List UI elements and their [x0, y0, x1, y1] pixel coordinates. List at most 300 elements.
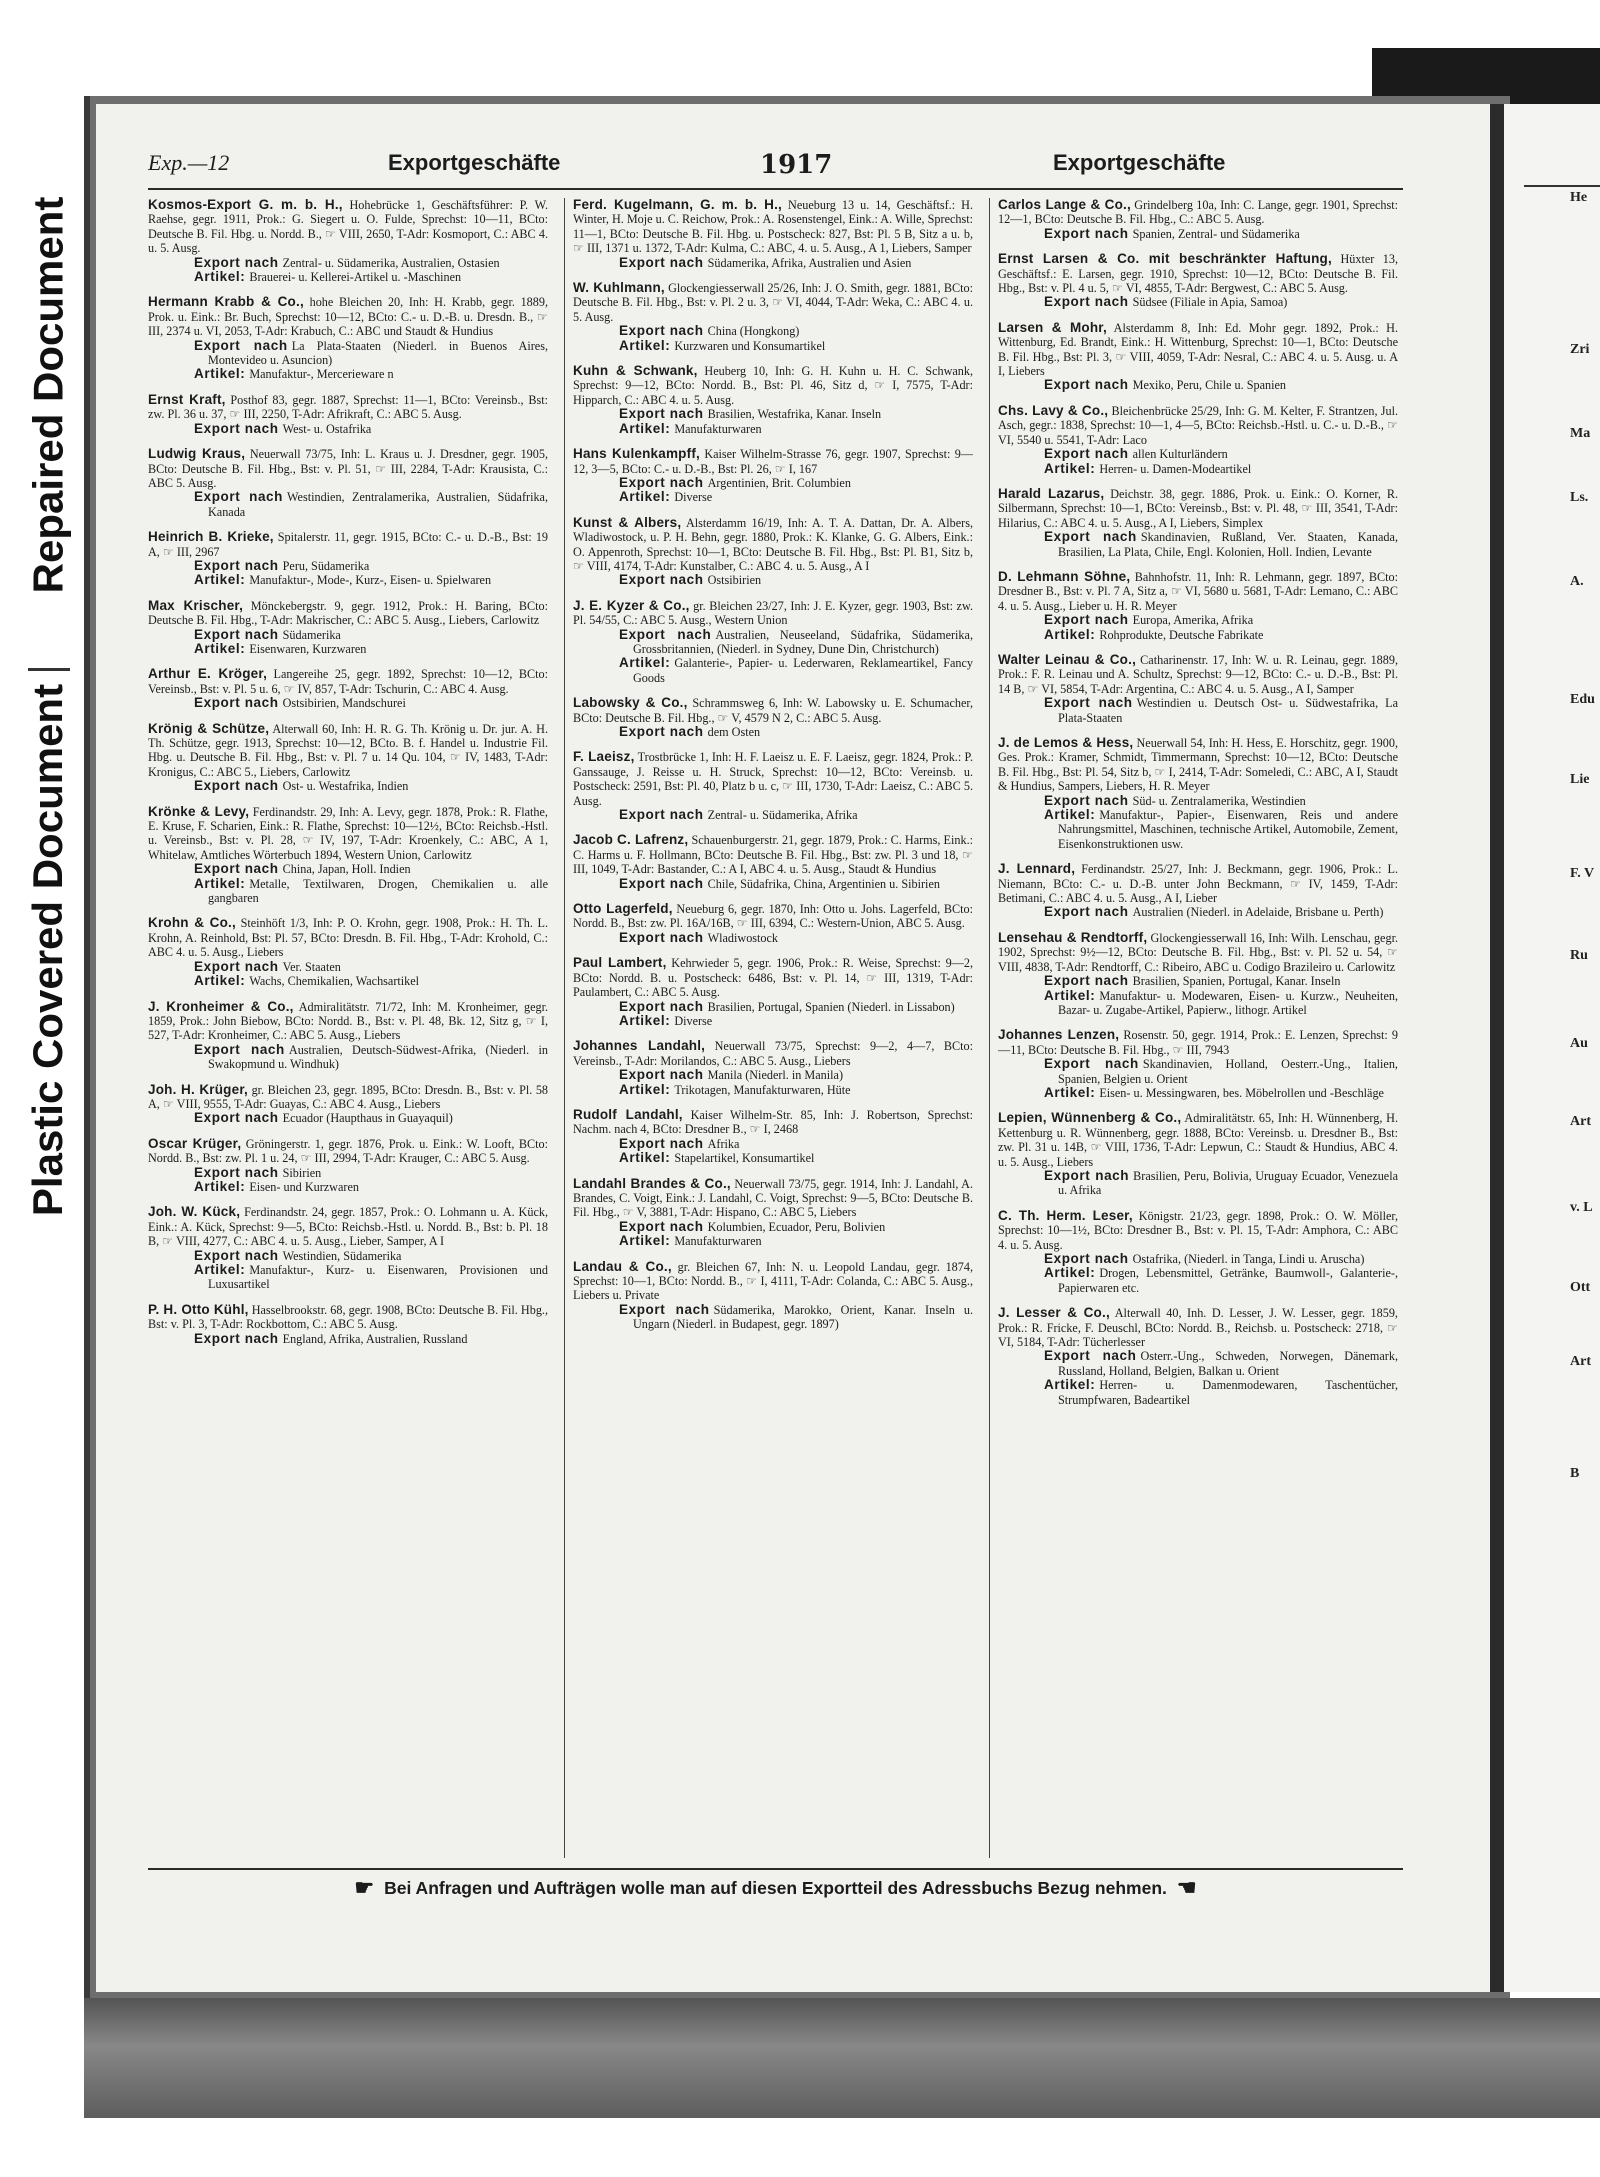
export-line [573, 324, 973, 338]
export-label: Export nach [1044, 446, 1129, 462]
directory-entry [573, 364, 973, 436]
firm-details: Langereihe 25, gegr. 1892, Sprechst: 10—12, BCto: Vereinsb., Bst: v. Pl. 5 u. 6, ☞ IV, 857, T-Adr: Tschurin, C.: ABC 4. Ausg. [148, 667, 548, 696]
export-line [148, 1249, 548, 1263]
firm-name: J. Lesser & Co., [998, 1305, 1110, 1321]
artikel-label: Artikel: [619, 337, 671, 353]
footer-notice [148, 1874, 1403, 1902]
firm-details: Glockengiesserwall 25/26, Inh: J. O. Smith, gegr. 1881, BCto: Deutsche B. Fil. Hbg., Bst: v. Pl. 2 u. 3, ☞ VI, 4044, T-Adr: Weka, C.: ABC 4. u. 5. Ausg. [573, 281, 973, 324]
export-label: Export nach [619, 998, 704, 1014]
document-page [96, 104, 1504, 1992]
artikel-label: Artikel: [1044, 626, 1096, 642]
firm-name: Chs. Lavy & Co., [998, 402, 1109, 418]
firm-details: Kehrwieder 5, gegr. 1906, Prok.: R. Weise, Sprechst: 9—2, BCto: Nordd. B. u. Postscheck: 6486, Bst: v. Pl. 14, ☞ III, 1319, T-Adr: Paulambert, C.: ABC 5. Ausg. [573, 956, 973, 1000]
export-line [998, 696, 1398, 725]
firm-name: D. Lehmann Söhne, [998, 568, 1131, 584]
export-label: Export nach [619, 474, 704, 490]
header-rule [148, 188, 1403, 190]
artikel-label: Artikel: [194, 875, 246, 891]
firm-name: Rudolf Landahl, [573, 1106, 683, 1122]
facing-page-text: Ru [1570, 948, 1588, 963]
export-destinations: Kolumbien, Ecuador, Peru, Bolivien [707, 1219, 886, 1234]
artikel-label: Artikel: [1044, 1084, 1096, 1100]
artikel-line [148, 642, 548, 656]
firm-name: Ernst Kraft, [148, 391, 226, 407]
directory-entry [573, 902, 973, 945]
artikel-goods: Herren- u. Damenmodewaren, Taschentücher, Strumpfwaren, Badeartikel [1058, 1378, 1398, 1407]
export-label: Export nach [194, 337, 288, 353]
export-destinations: West- u. Ostafrika [282, 421, 372, 436]
export-label: Export nach [1044, 904, 1129, 920]
artikel-goods: Brauerei- u. Kellerei-Artikel u. -Maschinen [249, 270, 462, 285]
firm-name: Ferd. Kugelmann, G. m. b. H., [573, 198, 782, 212]
directory-entry [998, 198, 1398, 241]
firm-name: Johannes Landahl, [573, 1038, 706, 1054]
export-line [573, 256, 973, 270]
facing-page-rule [1524, 185, 1600, 187]
export-label: Export nach [1044, 1056, 1139, 1072]
directory-entry [148, 393, 548, 436]
artikel-goods: Manufaktur- u. Modewaren, Eisen- u. Kurzw., Neuheiten, Bazar- u. Zugabe-Artikel, Papierw., lithogr. Artikel [1058, 988, 1398, 1017]
export-line [998, 447, 1398, 461]
firm-details: Catharinenstr. 17, Inh: W. u. R. Leinau, gegr. 1889, Prok.: F. R. Leinau und A. Schultz, Sprechst: 9—12, BCto: C.- u. D.-B., Bst: Pl. 14 B, ☞ VI, 5854, T-Adr: Argentina, C.: ABC 4. u. 5. Ausg., A I, Samper [998, 652, 1398, 696]
scan-frame-bottom [84, 1998, 1600, 2118]
export-destinations: Südamerika [282, 627, 341, 642]
firm-details: Spitalerstr. 11, gegr. 1915, BCto: C.- u. D.-B., Bst: 19 A, ☞ III, 2967 [148, 530, 548, 559]
export-line [573, 877, 973, 891]
directory-entry [573, 833, 973, 891]
export-label: Export nach [194, 1110, 279, 1126]
export-destinations: Brasilien, Portugal, Spanien (Niederl. in Lissabon) [707, 999, 955, 1014]
firm-name: Paul Lambert, [573, 955, 667, 971]
export-label: Export nach [1044, 1167, 1130, 1183]
firm-name: C. Th. Herm. Leser, [998, 1207, 1133, 1223]
directory-entry [148, 295, 548, 381]
directory-entry [573, 750, 973, 822]
export-line [998, 378, 1398, 392]
artikel-label: Artikel: [1044, 460, 1096, 476]
firm-details: Ferdinandstr. 24, gegr. 1857, Prok.: O. Lohmann u. A. Kück, Eink.: A. Kück, Sprechst: 9—5, BCto: Reichsb.-Hstl. u. Nordd. B., Bst: b. Pl. 18 B, ☞ VIII, 4277, C.: ABC 4. u. 5. Ausg., Lieber, Samper, A I [148, 1205, 548, 1249]
firm-name: Krönke & Levy, [148, 803, 250, 819]
export-line [573, 628, 973, 657]
artikel-line [148, 1180, 548, 1194]
firm-details: Posthof 83, gegr. 1887, Sprechst: 11—1, BCto: Vereinsb., Bst: zw. Pl. 36 u. 37, ☞ III, 2250, T-Adr: Afrikraft, C.: ABC 5. Ausg. [148, 392, 548, 422]
artikel-label: Artikel: [1044, 987, 1096, 1003]
firm-name: Landau & Co., [573, 1258, 672, 1274]
firm-name: J. Kronheimer & Co., [148, 998, 294, 1014]
directory-entry [998, 321, 1398, 393]
firm-details: Kaiser Wilhelm-Str. 85, Inh: J. Robertson, Sprechst: Nachm. nach 4, BCto: Dresdner B., ☞ I, 2468 [573, 1107, 973, 1137]
artikel-label: Artikel: [619, 420, 671, 436]
export-line [998, 974, 1398, 988]
export-line [573, 808, 973, 822]
firm-details: Hüxter 13, Geschäftsf.: E. Larsen, gegr. 1910, Sprechst: 10—12, BCto: Deutsche B. Fil. Hbg., Bst: v. Pl. 4 u. 5, ☞ VI, 4855, T-Adr: Bergwest, C.: ABC 5. Ausg. [998, 252, 1398, 296]
directory-columns [148, 198, 1403, 1858]
export-destinations: Brasilien, Peru, Bolivia, Uruguay Ecuador, Venezuela u. Afrika [1058, 1168, 1398, 1198]
export-destinations: Westindien, Zentralamerika, Australien, Südafrika, Kanada [208, 490, 548, 519]
directory-entry [148, 1137, 548, 1195]
firm-name: Kunst & Albers, [573, 514, 682, 530]
export-label: Export nach [619, 1067, 704, 1083]
firm-details: Neueburg 6, gegr. 1870, Inh: Otto u. Johs. Lagerfeld, BCto: Nordd. B., Bst: zw. Pl. 16A/16B, ☞ III, 6394, C.: Western-Union, ABC 5. Ausg. [573, 902, 973, 931]
export-label: Export nach [619, 875, 704, 891]
artikel-line [148, 573, 548, 587]
directory-entry [573, 447, 973, 505]
directory-entry [573, 198, 973, 270]
export-line [148, 960, 548, 974]
artikel-label: Artikel: [194, 572, 246, 588]
directory-entry [998, 931, 1398, 1017]
export-destinations: Ecuador (Haupthaus in Guayaquil) [282, 1111, 453, 1126]
firm-name: F. Laeisz, [573, 749, 635, 765]
artikel-label: Artikel: [1044, 807, 1096, 823]
facing-page-text: A. [1570, 574, 1584, 589]
export-line [148, 862, 548, 876]
directory-entry [998, 1306, 1398, 1407]
export-label: Export nach [1044, 225, 1129, 241]
firm-name: P. H. Otto Kühl, [148, 1301, 249, 1317]
firm-details: Bleichenbrücke 25/29, Inh: G. M. Kelter, F. Strantzen, Jul. Asch, gegr.: 1838, Sprechst: 10—1, 4—5, BCto: Reichsb.-Hstl. u. C.- u. D.-B., ☞ VI, 5540 u. 5541, T-Adr: Laco [998, 403, 1398, 447]
firm-details: Alsterdamm 16/19, Inh: A. T. A. Dattan, Dr. A. Albers, Wladiwostock, u. P. H. Behn, gegr. 1880, Prok.: K. Klanke, G. G. Albers, Eink.: O. Appenroth, Sprechst: 10—1, BCto: Deutsche B. Fil. Hbg., Bst: Pl. B1, Sitz b, ☞ VIII, 4174, T-Adr: Kunstalber, C.: ABC 4. u. 5. Ausg., A I [573, 515, 973, 573]
export-line [148, 490, 548, 519]
firm-name: Landahl Brandes & Co., [573, 1175, 731, 1191]
export-destinations: Australien, Deutsch-Südwest-Afrika, (Niederl. in Swakopmund u. Windhuk) [208, 1042, 548, 1072]
export-destinations: Ver. Staaten [282, 959, 341, 974]
artikel-label: Artikel: [194, 269, 246, 285]
export-line [573, 1000, 973, 1014]
directory-entry [573, 1260, 973, 1332]
export-label: Export nach [1044, 792, 1129, 808]
export-line [998, 227, 1398, 241]
export-label: Export nach [619, 572, 704, 588]
directory-entry [573, 1177, 973, 1249]
firm-details: Schauenburgerstr. 21, gegr. 1879, Prok.: C. Harms, Eink.: C. Harms u. F. Hollmann, BCto: Deutsche B. Fil. Hbg., Bst: zw. Pl. 3 und 18, ☞ III, 1049, T-Adr: Bastander, C.: A I, ABC 4. u. 5. Ausg., Staudt & Hundius [573, 833, 973, 877]
firm-details: Ferdinandstr. 25/27, Inh: J. Beckmann, gegr. 1906, Prok.: L. Niemann, BCto: C.- u. D.-B. unter John Beckmann, ☞ IV, 1459, T-Adr: Betimani, C.: ABC 4. u. 5. Ausg., A I, Lieber [998, 862, 1398, 906]
firm-name: J. de Lemos & Hess, [998, 735, 1134, 750]
artikel-line [148, 877, 548, 906]
directory-entry [998, 252, 1398, 310]
export-destinations: Südamerika, Marokko, Orient, Kanar. Inseln u. Ungarn (Niederl. in Budapest, gegr. 1897) [633, 1302, 973, 1332]
artikel-goods: Manufakturwaren [674, 421, 762, 436]
column-divider [989, 198, 990, 1858]
facing-page-text: Zri [1570, 342, 1590, 357]
artikel-label: Artikel: [619, 1150, 671, 1166]
export-line [148, 628, 548, 642]
firm-name: Harald Lazarus, [998, 485, 1105, 501]
export-destinations: Südsee (Filiale in Apia, Samoa) [1132, 295, 1288, 310]
directory-entry [148, 447, 548, 519]
export-label: Export nach [1044, 529, 1137, 545]
firm-name: Joh. W. Kück, [148, 1204, 241, 1220]
facing-page-text: He [1570, 190, 1588, 205]
directory-column-2 [573, 198, 973, 1858]
artikel-line [998, 1378, 1398, 1407]
export-destinations: Südamerika, Afrika, Australien und Asien [707, 255, 912, 270]
export-label: Export nach [1044, 1348, 1137, 1364]
facing-page-text: Ott [1570, 1280, 1591, 1295]
firm-details: Alsterdamm 8, Inh: Ed. Mohr gegr. 1892, Prok.: H. Wittenburg, Ed. Brandt, Eink.: H. Wittenburg, Sprechst: 10—1, BCto: Deutsche B. Fil. Hbg., Bst: Pl. 3, ☞ VIII, 4059, T-Adr: Nesral, C.: ABC 4. u. 5. Ausg. u. A I, Liebers [998, 320, 1398, 379]
facing-page-text: Ma [1570, 426, 1591, 441]
firm-name: Arthur E. Kröger, [148, 666, 268, 682]
facing-page-text: Au [1570, 1036, 1588, 1051]
artikel-goods: Eisenwaren, Kurzwaren [249, 641, 367, 656]
export-line [573, 573, 973, 587]
directory-entry [998, 1209, 1398, 1295]
artikel-line [573, 1083, 973, 1097]
export-destinations: Spanien, Zentral- und Südamerika [1132, 226, 1300, 241]
export-destinations: Osterr.-Ung., Schweden, Norwegen, Dänemark, Russland, Holland, Belgien, Balkan u. Orient [1058, 1349, 1398, 1378]
artikel-line [573, 656, 973, 685]
export-destinations: Skandinavien, Holland, Oesterr.-Ung., Italien, Spanien, Belgien u. Orient [1058, 1057, 1398, 1086]
artikel-line [573, 1151, 973, 1165]
directory-entry [998, 653, 1398, 725]
firm-details: hohe Bleichen 20, Inh: H. Krabb, gegr. 1889, Prok. u. Eink.: Br. Buch, Sprechst: 10—12, BCto: C.- u. D.-B. u. Dresdn. B., ☞ III, 2374 u. VI, 2053, T-Adr: Krabuch, C.: ABC und Staudt & Hundius [148, 295, 548, 339]
export-label: Export nach [619, 1301, 710, 1317]
artikel-line [998, 1086, 1398, 1100]
firm-details: Glockengiesserwall 16, Inh: Wilh. Lenschau, gegr. 1902, Sprechst: 9½—12, BCto: Deutsche B. Fil. Hbg., Bst: v. Pl. 52 u. 54, ☞ VIII, 4838, T-Adr: Rendtorff, C.: Ribeiro, ABC u. Codigo Brazileiro u. Carlowitz [998, 930, 1398, 974]
directory-entry [148, 722, 548, 794]
export-label: Export nach [1044, 294, 1129, 310]
firm-details: Rosenstr. 50, gegr. 1914, Prok.: E. Lenzen, Sprechst: 9—11, BCto: Deutsche B. Fil. Hbg., ☞ III, 7943 [998, 1028, 1398, 1057]
firm-name: Johannes Lenzen, [998, 1027, 1120, 1043]
artikel-goods: Galanterie-, Papier- u. Lederwaren, Reklameartikel, Fancy Goods [633, 656, 973, 685]
artikel-line [148, 367, 548, 381]
export-label: Export nach [1044, 695, 1133, 711]
export-line [998, 295, 1398, 309]
artikel-line [998, 628, 1398, 642]
export-line [148, 1166, 548, 1180]
firm-details: Neuerwall 73/75, Inh: L. Kraus u. J. Dresdner, gegr. 1905, BCto: Deutsche B. Fil. Hbg., Bst: v. Pl. 51, ☞ III, 2284, T-Adr: Krausista, C.: ABC 5. Ausg. [148, 447, 548, 490]
firm-details: Schrammsweg 6, Inh: W. Labowsky u. E. Schumacher, BCto: Deutsche B. Fil. Hbg., ☞ V, 4579 N 2, C.: ABC 5. Ausg. [573, 696, 973, 725]
export-line [148, 559, 548, 573]
export-line [148, 696, 548, 710]
export-label: Export nach [194, 861, 279, 877]
firm-name: Larsen & Mohr, [998, 319, 1107, 335]
export-destinations: Wladiwostock [707, 930, 779, 945]
export-label: Export nach [194, 626, 279, 642]
firm-details: Kaiser Wilhelm-Strasse 76, gegr. 1907, Sprechst: 9—12, 3—5, BCto: C.- u. D.-B., Bst: Pl. 26, ☞ I, 167 [573, 447, 973, 476]
export-destinations: Zentral- u. Südamerika, Afrika [707, 808, 858, 823]
directory-entry [998, 404, 1398, 476]
facing-page-text: Lie [1570, 772, 1590, 787]
artikel-line [573, 422, 973, 436]
export-destinations: Ostsibirien [707, 573, 762, 588]
export-destinations: England, Afrika, Australien, Russland [282, 1331, 468, 1346]
export-destinations: China, Japan, Holl. Indien [282, 862, 411, 877]
artikel-goods: Stapelartikel, Konsumartikel [674, 1151, 815, 1166]
directory-entry [148, 916, 548, 988]
artikel-label: Artikel: [194, 1178, 246, 1194]
export-destinations: Ost- u. Westafrika, Indien [282, 779, 409, 794]
firm-name: Heinrich B. Krieke, [148, 529, 274, 545]
export-label: Export nach [1044, 377, 1129, 393]
artikel-label: Artikel: [619, 655, 671, 671]
export-destinations: Australien, Neuseeland, Südafrika, Südamerika, Grossbritannien, (Niederl. in Sydney, Dune Din, Christchurch) [633, 627, 973, 656]
header-right-title: Exportgeschäfte [1053, 150, 1226, 175]
directory-entry [148, 805, 548, 906]
directory-entry [148, 1000, 548, 1072]
directory-entry [573, 599, 973, 685]
export-destinations: Ostsibirien, Mandschurei [282, 696, 406, 711]
artikel-line [573, 1014, 973, 1028]
directory-entry [148, 198, 548, 284]
artikel-goods: Eisen- u. Messingwaren, bes. Möbelrollen und -Beschläge [1099, 1085, 1384, 1100]
artikel-label: Artikel: [619, 489, 671, 505]
firm-details: Ferdinandstr. 29, Inh: A. Levy, gegr. 1878, Prok.: R. Flathe, E. Kruse, F. Scharien, Eink.: R. Flathe, Sprechst: 10—12½, BCto: Reichsb.-Hstl. u. Vereinsb., Bst: v. Pl. 28, ☞ IV, 197, T-Adr: Kroenkely, C.: ABC, A 1, Whitelaw, Amtliches Wörterbuch 1894, Western Union, Carlowitz [148, 804, 548, 862]
export-label: Export nach [1044, 1251, 1129, 1266]
directory-column-3 [998, 198, 1398, 1858]
facing-page-text: Art [1570, 1114, 1591, 1129]
artikel-goods: Diverse [674, 1013, 713, 1028]
export-line [573, 476, 973, 490]
facing-page-text: Art [1570, 1354, 1591, 1369]
firm-details: gr. Bleichen 23/27, Inh: J. E. Kyzer, gegr. 1903, Bst: zw. Pl. 54/55, C.: ABC 5. Ausg., Western Union [573, 598, 973, 628]
firm-name: J. E. Kyzer & Co., [573, 597, 690, 613]
export-line [998, 1252, 1398, 1266]
export-label: Export nach [619, 929, 704, 945]
firm-details: Heuberg 10, Inh: G. H. Kuhn u. H. C. Schwank, Sprechst: 9—12, BCto: Nordd. B., Bst: Pl. 46, Sitz d, ☞ I, 7575, T-Adr: Hipparch, C.: ABC 4. u. 5. Ausg. [573, 364, 973, 407]
firm-details: Gröningerstr. 1, gegr. 1876, Prok. u. Eink.: W. Looft, BCto: Nordd. B., Bst: zw. Pl. 1 u. 24, ☞ III, 2994, T-Adr: Krauger, C.: ABC 5. Ausg. [148, 1136, 548, 1166]
facing-page-text: Edu [1570, 692, 1595, 707]
firm-name: Krönig & Schütze, [148, 720, 270, 736]
directory-entry [998, 862, 1398, 920]
artikel-line [998, 808, 1398, 851]
export-label: Export nach [194, 420, 279, 436]
artikel-label: Artikel: [194, 973, 246, 989]
footer-text: Bei Anfragen und Aufträgen wolle man auf diesen Exportteil des Adressbuchs Bezug nehmen. [384, 1877, 1167, 1898]
firm-name: Carlos Lange & Co., [998, 198, 1131, 212]
export-line [148, 1111, 548, 1125]
export-destinations: Brasilien, Spanien, Portugal, Kanar. Inseln [1132, 974, 1341, 989]
firm-details: Hasselbrookstr. 68, gegr. 1908, BCto: Deutsche B. Fil. Hbg., Bst: v. Pl. 3, T-Adr: Rockbottom, C.: ABC 5. Ausg. [148, 1302, 548, 1332]
export-label: Export nach [194, 557, 279, 573]
export-label: Export nach [619, 724, 704, 739]
firm-name: Hermann Krabb & Co., [148, 294, 304, 310]
firm-details: Grindelberg 10a, Inh: C. Lange, gegr. 1901, Sprechst: 12—1, BCto: Deutsche B. Fil. Hbg., C.: ABC 5. Ausg. [998, 198, 1398, 227]
firm-name: Labowsky & Co., [573, 695, 688, 711]
export-line [148, 1332, 548, 1346]
firm-name: Ernst Larsen & Co. mit beschränkter Haftung, [998, 251, 1332, 267]
artikel-label: Artikel: [619, 1233, 671, 1249]
firm-name: Jacob C. Lafrenz, [573, 832, 689, 848]
export-line [148, 1043, 548, 1072]
firm-details: Neuerwall 54, Inh: H. Hess, E. Horschitz, gegr. 1900, Ges. Prok.: Kramer, Schmidt, Timmermann, Sprechst: 10—12, BCto: Deutsche B. Fil. Hbg., Bst: Pl. 54, Sitz b, ☞ I, 2414, T-Adr: Someledi, C.: ABC, A I, Staudt & Hundius, Sampers, Liebers, H. R. Meyer [998, 736, 1398, 794]
firm-name: Max Krischer, [148, 597, 244, 613]
page-header [148, 150, 1403, 184]
firm-details: Deichstr. 38, gegr. 1886, Prok. u. Eink.: O. Korner, R. Silbermann, Sprechst: 10—1, BCto: Vereinsb., Bst: v. Pl. 48, ☞ III, 3541, T-Adr: Hilarius, C.: ABC 4. u. 5. Ausg., A I, Liebers, Simplex [998, 486, 1398, 530]
artikel-line [998, 462, 1398, 476]
export-destinations: Zentral- u. Südamerika, Australien, Ostasien [282, 255, 500, 270]
export-destinations: Chile, Südafrika, China, Argentinien u. Sibirien [707, 876, 940, 891]
firm-details: Admiralitätstr. 65, Inh: H. Wünnenberg, H. Kettenburg u. R. Wünnenberg, gegr. 1888, BCto: Vereinsb. u. Dresdner B., Bst: zw. Pl. 31 u. 14B, ☞ VIII, 1736, T-Adr: Lepwun, C.: Staudt & Hundius, ABC 4. u. 5. Ausg., Liebers [998, 1111, 1398, 1169]
directory-entry [148, 1205, 548, 1291]
artikel-goods: Diverse [674, 490, 713, 505]
artikel-goods: Wachs, Chemikalien, Wachsartikel [249, 974, 420, 989]
artikel-goods: Manufaktur-, Papier-, Eisenwaren, Reis und andere Nahrungsmittel, Maschinen, technische Artikel, Automobile, Zement, Eisenkonstruktionen usw. [1058, 808, 1398, 851]
artikel-goods: Rohprodukte, Deutsche Fabrikate [1099, 627, 1264, 642]
export-label: Export nach [194, 1041, 285, 1057]
firm-name: Kosmos-Export G. m. b. H., [148, 198, 343, 212]
artikel-label: Artikel: [194, 1262, 246, 1277]
export-line [148, 339, 548, 368]
export-label: Export nach [619, 254, 704, 270]
firm-details: Alterwall 60, Inh: H. R. G. Th. Krönig u. Dr. jur. A. H. Th. Schütze, gegr. 1913, Sprechst: 10—12, BCto. B. f. Handel u. Industrie Fil. Hbg. u. Deutsche B. Fil. Hbg., Bst: v. Pl. 7 u. 14 Qu. 104, ☞ IV, 1483, T-Adr: Kronigus, C.: ABC 5., Liebers, Carlowitz [148, 721, 548, 779]
facing-page-fragment [1500, 104, 1600, 1992]
export-line [148, 779, 548, 793]
export-destinations: Ostafrika, (Niederl. in Tanga, Lindi u. Aruscha) [1132, 1252, 1365, 1266]
firm-details: Königstr. 21/23, gegr. 1898, Prok.: O. W. Möller, Sprechst: 10—1½, BCto: Dresdner B., Bst: v. Pl. 15, T-Adr: Amphora, C.: ABC 4. u. 5. Ausg. [998, 1208, 1398, 1252]
export-line [573, 407, 973, 421]
export-destinations: Europa, Amerika, Afrika [1132, 613, 1254, 628]
export-line [998, 613, 1398, 627]
artikel-line [573, 490, 973, 504]
facing-page-text: Ls. [1570, 490, 1589, 505]
directory-entry [573, 281, 973, 353]
artikel-label: Artikel: [1044, 1265, 1096, 1281]
firm-name: Otto Lagerfeld, [573, 901, 673, 917]
firm-name: Ludwig Kraus, [148, 446, 246, 462]
firm-name: W. Kuhlmann, [573, 280, 665, 296]
artikel-line [148, 974, 548, 988]
export-line [573, 931, 973, 945]
export-label: Export nach [619, 1135, 704, 1151]
artikel-label: Artikel: [619, 1012, 671, 1028]
export-label: Export nach [194, 958, 279, 974]
artikel-line [573, 1234, 973, 1248]
export-label: Export nach [1044, 612, 1129, 628]
firm-name: Walter Leinau & Co., [998, 651, 1137, 667]
artikel-goods: Metalle, Textilwaren, Drogen, Chemikalien u. alle gangbaren [208, 876, 548, 906]
export-destinations: allen Kulturländern [1132, 447, 1228, 462]
export-line [148, 256, 548, 270]
column-divider [564, 198, 565, 1858]
directory-entry [148, 667, 548, 710]
facing-page-text: B [1570, 1466, 1580, 1481]
artikel-goods: Trikotagen, Manufakturwaren, Hüte [674, 1082, 851, 1097]
sidebar-divider [28, 668, 70, 671]
export-line [998, 1169, 1398, 1198]
export-label: Export nach [194, 1247, 279, 1263]
firm-details: Trostbrücke 1, Inh: H. F. Laeisz u. E. F. Laeisz, gegr. 1824, Prok.: P. Ganssauge, J. Reisse u. H. Struck, Sprechst: 10—12, BCto: Vereinsb. u. Postscheck: 2591, Bst: Pl. 40, Platz b u. c, ☞ III, 1730, T-Adr: Laeisz, C.: ABC 5. Ausg. [573, 750, 973, 808]
directory-column-1 [148, 198, 548, 1858]
artikel-goods: Manufakturwaren [674, 1234, 762, 1249]
directory-entry [148, 1303, 548, 1346]
export-destinations: Australien (Niederl. in Adelaide, Brisbane u. Perth) [1132, 905, 1384, 920]
export-label: Export nach [619, 1218, 704, 1234]
facing-page-text: v. L [1570, 1200, 1593, 1215]
firm-details: Neuerwall 73/75, Sprechst: 9—2, 4—7, BCto: Vereinsb., T-Adr: Morilandos, C.: ABC 5. Ausg., Liebers [573, 1039, 973, 1068]
export-destinations: Peru, Südamerika [282, 558, 370, 573]
artikel-goods: Manufaktur-, Mercerieware n [249, 367, 394, 382]
artikel-goods: Kurzwaren und Konsumartikel [674, 338, 826, 353]
export-line [998, 1349, 1398, 1378]
firm-details: gr. Bleichen 23, gegr. 1895, BCto: Dresdn. B., Bst: v. Pl. 58 A, ☞ VIII, 9555, T-Adr: Guayas, C.: ABC 4. Ausg., Liebers [148, 1082, 548, 1111]
export-destinations: Sibirien [282, 1165, 322, 1180]
export-label: Export nach [619, 406, 704, 422]
plastic-covered-document-label: Plastic Covered Document [24, 683, 72, 1217]
firm-details: Mönckebergstr. 9, gegr. 1912, Prok.: H. Baring, BCto: Deutsche B. Fil. Hbg., T-Adr: Makrischer, C.: ABC 5. Ausg., Liebers, Carlowitz [148, 598, 548, 628]
export-line [573, 1220, 973, 1234]
artikel-label: Artikel: [1044, 1377, 1096, 1393]
directory-entry [573, 1108, 973, 1166]
export-line [573, 1303, 973, 1332]
firm-details: Bahnhofstr. 11, Inh: R. Lehmann, gegr. 1897, BCto: Dresdner B., Bst: v. Pl. 7 A, Sitz a, ☞ VI, 5680 u. 5681, T-Adr: Lemano, C.: ABC 4. u. 5. Ausg., Lieber u. H. R. Meyer [998, 569, 1398, 613]
pointing-hand-right-icon: ☛ [354, 1875, 375, 1900]
directory-entry [998, 1028, 1398, 1100]
artikel-goods: Eisen- und Kurzwaren [249, 1179, 359, 1194]
export-destinations: Skandinavien, Rußland, Ver. Staaten, Kanada, Brasilien, La Plata, Chile, Engl. Kolonien, Holl. Indien, Levante [1058, 530, 1398, 559]
artikel-line [148, 1263, 548, 1292]
export-label: Export nach [194, 1164, 279, 1180]
